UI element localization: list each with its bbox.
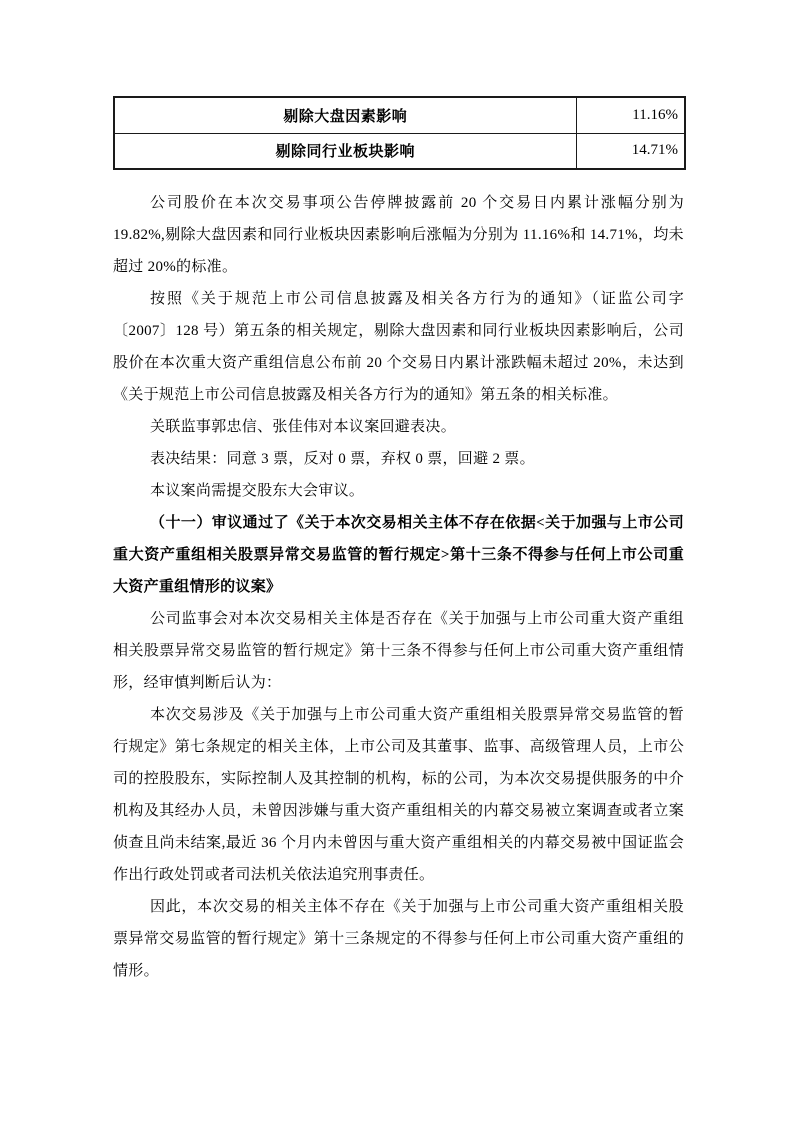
section-heading: （十一）审议通过了《关于本次交易相关主体不存在依据<关于加强与上市公司重大资产重组相关股票异常交易监管的暂行规定>第十三条不得参与任何上市公司重大资产重组情形的议案》 [113,515,684,595]
table-row [114,133,685,169]
paragraph: 公司监事会对本次交易相关主体是否存在《关于加强与上市公司重大资产重组相关股票异常交易监管的暂行规定》第十三条不得参与任何上市公司重大资产重组情形，经审慎判断后认为： [113,611,684,691]
paragraph: 本议案尚需提交股东大会审议。 [150,483,365,499]
table-cell-label: 剔除同行业板块影响 [114,133,576,169]
body-text [113,187,684,987]
paragraph: 表决结果：同意 3 票，反对 0 票，弃权 0 票，回避 2 票。 [150,451,535,467]
table-row [114,97,685,133]
table-cell-value: 11.16% [576,97,685,133]
paragraph: 因此，本次交易的相关主体不存在《关于加强与上市公司重大资产重组相关股票异常交易监管的暂行规定》第十三条规定的不得参与任何上市公司重大资产重组的情形。 [113,899,684,979]
table-cell-label: 剔除大盘因素影响 [114,97,576,133]
price-impact-table [113,96,686,170]
document-content [113,96,684,987]
table-cell-value: 14.71% [576,133,685,169]
paragraph: 本次交易涉及《关于加强与上市公司重大资产重组相关股票异常交易监管的暂行规定》第七条规定的相关主体，上市公司及其董事、监事、高级管理人员，上市公司的控股股东，实际控制人及其控制的机构，标的公司，为本次交易提供服务的中介机构及其经办人员，未曾因涉嫌与重大资产重组相关的内幕交易被立案调查或者立案侦查且尚未结案,最近 36 个月内未曾因与重大资产重组相关的内幕交易被中国证监会作出行政处罚或者司法机关依法追究刑事责任。 [113,707,684,883]
paragraph: 按照《关于规范上市公司信息披露及相关各方行为的通知》（证监公司字〔2007〕128 号）第五条的相关规定，剔除大盘因素和同行业板块因素影响后，公司股价在本次重大资产重组信息公布前 20 个交易日内累计涨跌幅未超过 20%，未达到《关于规范上市公司信息披露及相关各方行为的通知》第五条的相关标准。 [113,291,684,403]
paragraph: 公司股价在本次交易事项公告停牌披露前 20 个交易日内累计涨幅分别为 19.82%,剔除大盘因素和同行业板块因素影响后涨幅为分别为 11.16%和 14.71%，均未超过 20%的标准。 [113,195,684,275]
paragraph: 关联监事郭忠信、张佳伟对本议案回避表决。 [150,419,457,435]
